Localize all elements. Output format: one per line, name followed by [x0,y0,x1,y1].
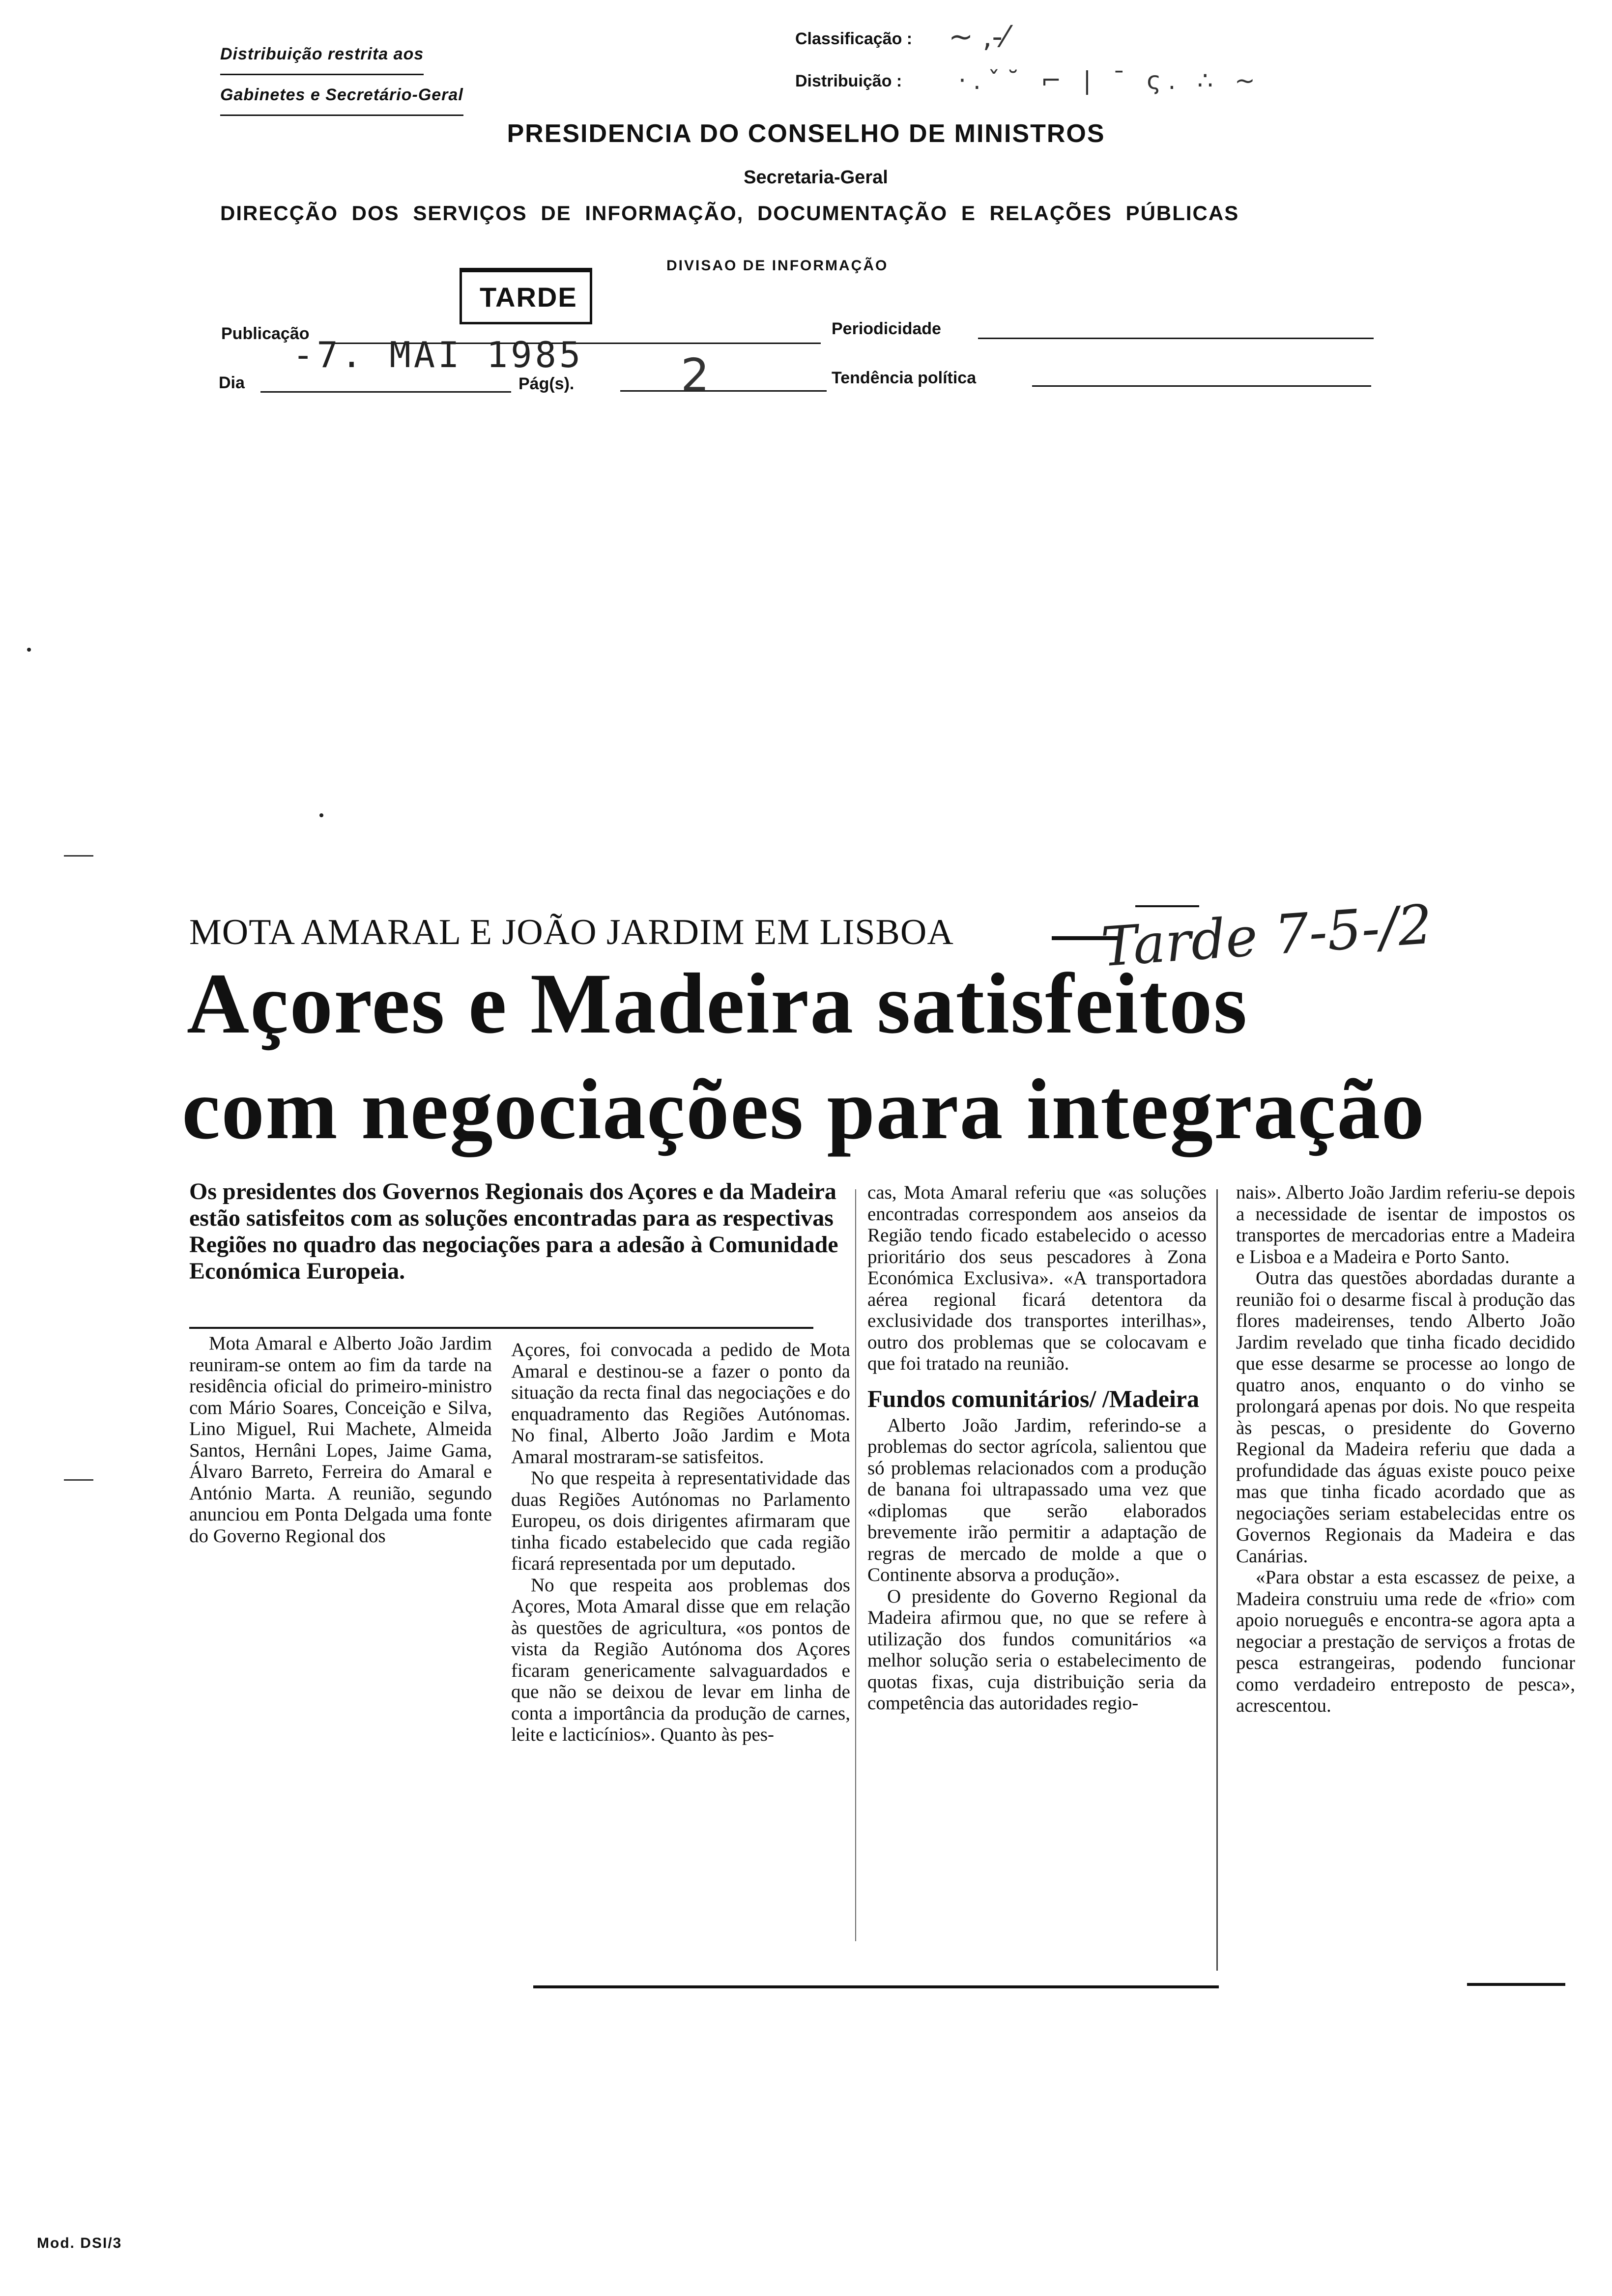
top-rule [1135,905,1199,907]
article-column-4 [1236,1182,1575,1717]
pages-label: Pág(s). [518,374,575,393]
distribution-restricted-line1: Distribuição restrita aos [220,34,424,75]
office-title: PRESIDENCIA DO CONSELHO DE MINISTROS [507,119,1105,148]
secretariat-title: Secretaria-Geral [744,167,888,188]
section-subhead: Fundos comunitários/ /Madeira [867,1384,1200,1412]
article-column-3 [867,1182,1207,1714]
day-label: Dia [219,373,245,392]
distribution-restricted-note [220,34,463,116]
stamp-top-bar [460,268,591,272]
pages-field-line [620,390,827,392]
scan-mark [64,855,93,857]
lede-rule [189,1327,813,1329]
article-bottom-rule-right [1467,1983,1565,1986]
periodicity-label: Periodicidade [832,319,941,338]
political-tendency-label: Tendência política [832,369,977,387]
scan-speck [27,648,31,652]
paragraph: cas, Mota Amaral referiu que «as soluções encontradas correspondem aos anseios da Região tendo ficado estabelecido o acesso prioritário dos seus pescadores à Zona Económica Exclusiva». «A transportadora aérea regional ficará detentora da exclusividade dos transportes interilhas», outro dos problemas que se colocavam e que foi tratado na reunião. [867,1182,1207,1374]
scan-mark [64,1479,93,1481]
publication-value: TARDE [480,282,577,313]
article-column-2 [511,1339,850,1746]
paragraph: No que respeita aos problemas dos Açores, Mota Amaral disse que em relação às questões de agricultura, «os pontos de vista da Região Autónoma dos Açores ficaram genericamente salvaguardados e que não se deixou de levar em linha de conta a importância da produção de carnes, leite e lacticínios». Quanto às pes- [511,1574,850,1745]
publication-label: Publicação [221,324,310,343]
model-code: Mod. DSI/3 [37,2235,122,2251]
political-tendency-field-line [1032,385,1371,387]
paragraph: Alberto João Jardim, referindo-se a problemas do sector agrícola, salientou que só problemas relacionados com a produção de banana foi ultrapassado uma vez que «diplomas que serão elaborados brevemente irão permitir a adaptação de regras de mercado de molde a que o Continente absorva a produção». [867,1414,1207,1585]
handwritten-note: Tarde 7-5-/2 [1099,892,1435,979]
classification-label: Classificação : [795,29,913,48]
headline-line2: com negociações para integração [182,1062,1426,1157]
classification-handwriting: ~ ,-⁄ [949,20,1008,54]
headline-line1: Açores e Madeira satisfeitos [187,956,1248,1052]
distribution-label: Distribuição : [795,72,902,90]
article-lede: Os presidentes dos Governos Regionais dos Açores e da Madeira estão satisfeitos com as soluções encontradas para as respectivas Regiões no quadro das negociações para a adesão à Comunidade Económica Europeia. [189,1178,838,1284]
article-column-1 [189,1333,492,1547]
paragraph: Mota Amaral e Alberto João Jardim reuniram-se ontem ao fim da tarde na residência oficial do primeiro-ministro com Mário Soares, Conceição e Silva, Lino Miguel, Rui Machete, Almeida Santos, Hernâni Lopes, Jaime Gama, Álvaro Barreto, Ferreira do Amaral e António Marta. A reunião, segundo anunciou em Ponta Delgada uma fonte do Governo Regional dos [189,1333,492,1547]
directorate-title: DIRECÇÃO DOS SERVIÇOS DE INFORMAÇÃO, DOCUMENTAÇÃO E RELAÇÕES PÚBLICAS [220,201,1239,225]
column-divider [855,1189,856,1941]
periodicity-field-line [978,338,1374,339]
paragraph: O presidente do Governo Regional da Madeira afirmou que, no que se refere à utilização dos fundos comunitários «a melhor solução seria o estabelecimento de quotas fixas, cuja distribuição seria da competência das autoridades regio- [867,1585,1207,1714]
paragraph: «Para obstar a esta escassez de peixe, a Madeira construiu uma rede de «frio» com apoio norueguês e encontra-se agora apta a negociar a prestação de serviços a frotas de pesca estrangeiras, podendo funcionar como verdadeiro entreposto de pesca», acrescentou. [1236,1567,1575,1716]
article-kicker: MOTA AMARAL E JOÃO JARDIM EM LISBOA [189,912,954,952]
pages-value-handwriting: 2 [681,349,710,402]
scan-speck [319,813,323,817]
article-bottom-rule [533,1985,1219,1988]
day-field-line [260,391,511,393]
distribution-handwriting: ·.ˇ˘ ⌐ | ˉ ς. ∴ ~ [958,66,1262,95]
division-title: DIVISAO DE INFORMAÇÃO [666,258,889,274]
column-divider [1216,1189,1218,1971]
distribution-restricted-line2: Gabinetes e Secretário-Geral [220,75,463,116]
day-value-stamp: -7. MAI 1985 [292,334,584,375]
paragraph: No que respeita à representatividade das duas Regiões Autónomas no Parlamento Europeu, os dois dirigentes afirmaram que tinha ficado estabelecido que cada região ficará representada por um deputado. [511,1467,850,1574]
paragraph: Outra das questões abordadas durante a reunião foi o desarme fiscal à produção das flores madeirenses, tendo Alberto João Jardim revelado que tinha ficado decidido que esse desarme se processe ao longo de quatro anos, enquanto o do vinho se prolongará apenas por dois. No que respeita às pescas, o presidente do Governo Regional da Madeira referiu que dada a profundidade das águas existe pouco peixe mas que tinha ficado acordado que as negociações seriam estabelecidas entre os Governos Regionais da Madeira e das Canárias. [1236,1267,1575,1567]
publication-stamp [460,268,592,324]
paragraph: nais». Alberto João Jardim referiu-se depois a necessidade de isentar de impostos os transportes de mercadorias entre a Madeira e Lisboa e a Madeira e Porto Santo. [1236,1182,1575,1267]
paragraph: Açores, foi convocada a pedido de Mota Amaral e destinou-se a fazer o ponto da situação da recta final das negociações e do enquadramento das Regiões Autónomas. No final, Alberto João Jardim e Mota Amaral mostraram-se satisfeitos. [511,1339,850,1467]
